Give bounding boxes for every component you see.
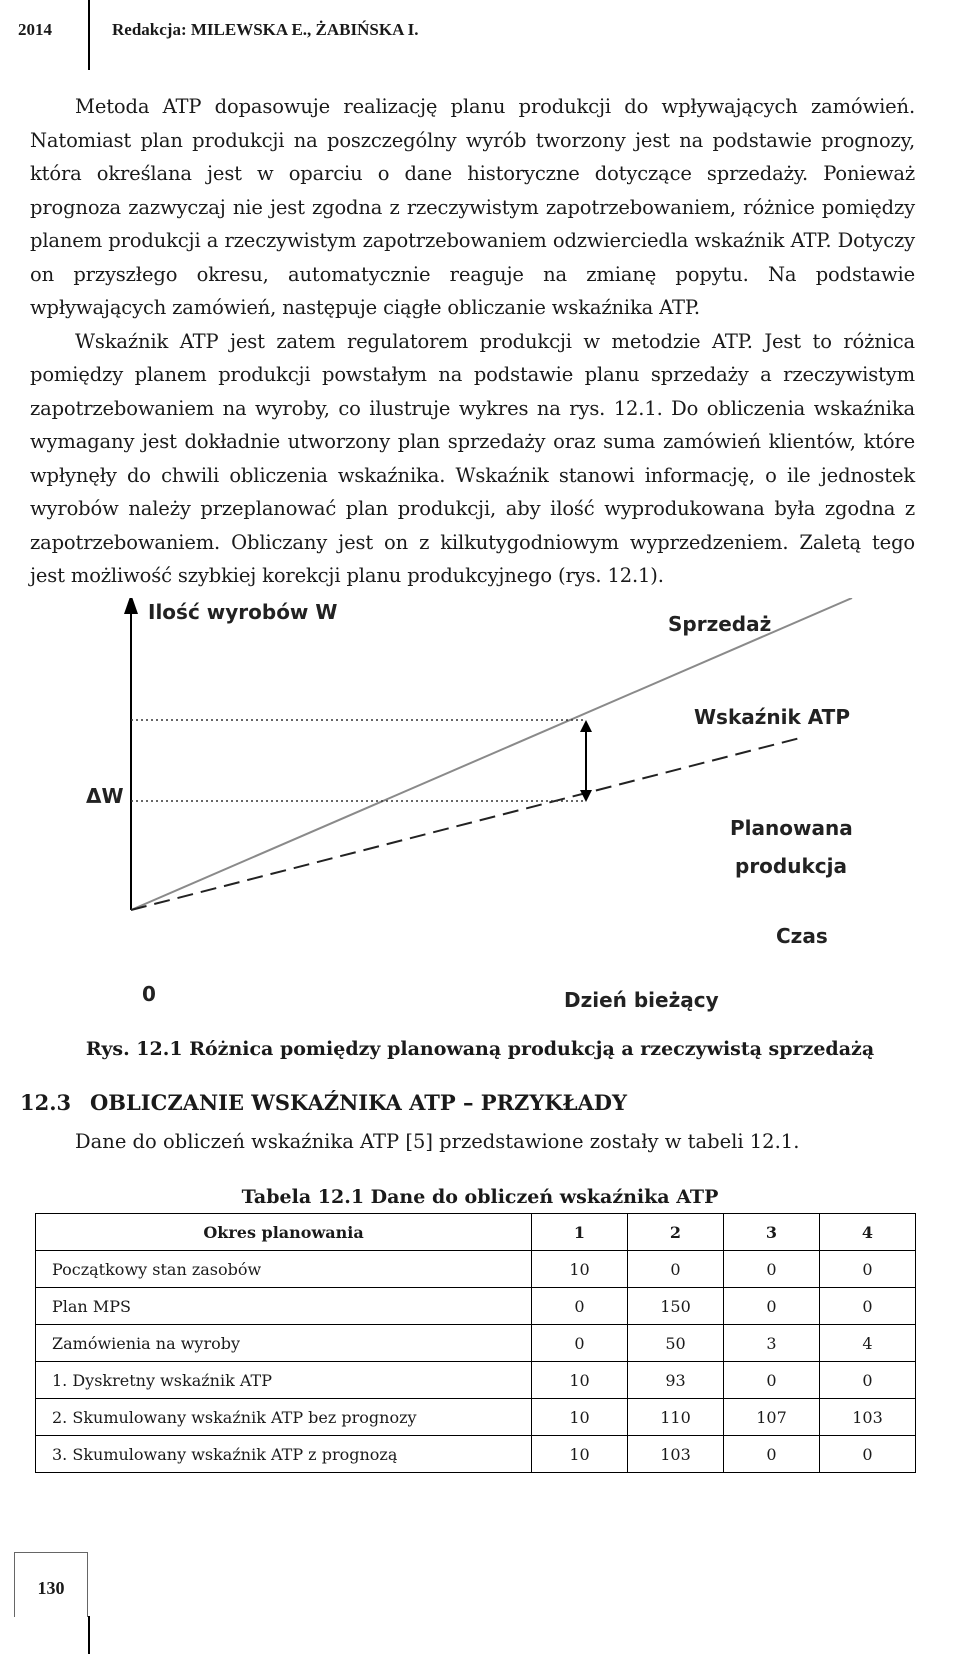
section-title: OBLICZANIE WSKAŹNIKA ATP – PRZYKŁADY (90, 1090, 628, 1115)
section-number: 12.3 (20, 1090, 72, 1115)
figure-atp-diagram (0, 598, 960, 1038)
header-divider (88, 0, 90, 70)
table-header-cell: 4 (820, 1214, 916, 1251)
table-cell: 10 (532, 1436, 628, 1473)
table-cell: 0 (532, 1288, 628, 1325)
table-cell: 2. Skumulowany wskaźnik ATP bez prognozy (36, 1399, 532, 1436)
atp-data-table (35, 1213, 916, 1473)
table-row (36, 1325, 916, 1362)
table-cell: 93 (628, 1362, 724, 1399)
table-cell: 0 (820, 1288, 916, 1325)
atp-label: Wskaźnik ATP (694, 705, 850, 729)
page-number: 130 (14, 1552, 88, 1617)
table-cell: 103 (628, 1436, 724, 1473)
table-header-cell: Okres planowania (36, 1214, 532, 1251)
table-cell: 50 (628, 1325, 724, 1362)
body-text (30, 90, 915, 593)
y-axis-label: Ilość wyrobów W (148, 600, 338, 624)
table-row (36, 1251, 916, 1288)
table-cell: 10 (532, 1399, 628, 1436)
table-cell: 0 (724, 1288, 820, 1325)
header-editors: Redakcja: MILEWSKA E., ŻABIŃSKA I. (112, 20, 419, 39)
table-cell: Początkowy stan zasobów (36, 1251, 532, 1288)
planned-label-line1: Planowana (730, 816, 853, 840)
table-cell: 10 (532, 1362, 628, 1399)
table-row (36, 1288, 916, 1325)
table-header-cell: 2 (628, 1214, 724, 1251)
header-year: 2014 (18, 20, 52, 39)
y-axis-arrowhead (124, 598, 138, 614)
origin-label: 0 (142, 982, 156, 1006)
page-header (0, 0, 960, 70)
footer-divider (88, 1616, 90, 1654)
table-cell: 0 (820, 1436, 916, 1473)
planned-label-line2: produkcja (735, 854, 847, 878)
table-cell: Plan MPS (36, 1288, 532, 1325)
table-cell: 0 (724, 1436, 820, 1473)
paragraph-2: Wskaźnik ATP jest zatem regulatorem produkcji w metodzie ATP. Jest to różnica pomiędzy planem produkcji powstałym na podstawie planu sprzedaży a rzeczywistym zapotrzebowaniem na wyroby, co ilustruje wykres na rys. 12.1. Do obliczenia wskaźnika wymagany jest dokładnie utworzony plan sprzedaży oraz suma zamówień klientów, które wpłynęły do chwili obliczenia wskaźnika. Wskaźnik stanowi informację, o ile jednostek wyrobów należy przeplanować plan produkcji, aby ilość wyprodukowana była zgodna z zapotrzebowaniem. Obliczany jest on z kilkutygodniowym wyprzedzeniem. Zaletą tego jest możliwość szybkiej korekcji planu produkcyjnego (rys. 12.1). (30, 329, 915, 587)
current-day-label: Dzień bieżący (564, 988, 719, 1012)
table-row (36, 1362, 916, 1399)
table-cell: 107 (724, 1399, 820, 1436)
delta-w-label: ΔW (86, 784, 124, 808)
table-cell: 0 (820, 1362, 916, 1399)
table-cell: 1. Dyskretny wskaźnik ATP (36, 1362, 532, 1399)
table-cell: Zamówienia na wyroby (36, 1325, 532, 1362)
table-cell: 0 (532, 1325, 628, 1362)
table-cell: 0 (628, 1251, 724, 1288)
section-intro: Dane do obliczeń wskaźnika ATP [5] przedstawione zostały w tabeli 12.1. (75, 1130, 800, 1153)
section-heading (20, 1090, 627, 1115)
table-cell: 0 (724, 1251, 820, 1288)
atp-arrowhead-bottom (580, 790, 592, 802)
table-header-cell: 1 (532, 1214, 628, 1251)
table-header-cell: 3 (724, 1214, 820, 1251)
table-row (36, 1436, 916, 1473)
table-cell: 0 (820, 1251, 916, 1288)
table-cell: 4 (820, 1325, 916, 1362)
table-cell: 3 (724, 1325, 820, 1362)
table-cell: 0 (724, 1362, 820, 1399)
paragraph-1: Metoda ATP dopasowuje realizację planu produkcji do wpływających zamówień. Natomiast plan produkcji na poszczególny wyrób tworzony jest na podstawie prognozy, która określana jest w oparciu o dane historyczne dotyczące sprzedaży. Ponieważ prognoza zazwyczaj nie jest zgodna z rzeczywistym zapotrzebowaniem, różnice pomiędzy planem produkcji a rzeczywistym zapotrzebowaniem odzwierciedla wskaźnik ATP. Dotyczy on przyszłego okresu, automatycznie reaguje na zmianę popytu. Na podstawie wpływających zamówień, następuje ciągłe obliczanie wskaźnika ATP. (30, 95, 915, 319)
table-row (36, 1399, 916, 1436)
figure-caption: Rys. 12.1 Różnica pomiędzy planowaną produkcją a rzeczywistą sprzedażą (85, 1038, 875, 1060)
sales-label: Sprzedaż (668, 612, 772, 636)
planned-production-line (131, 738, 800, 910)
atp-arrowhead-top (580, 720, 592, 732)
time-axis-label: Czas (776, 924, 828, 948)
table-cell: 10 (532, 1251, 628, 1288)
table-cell: 110 (628, 1399, 724, 1436)
table-cell: 103 (820, 1399, 916, 1436)
table-cell: 3. Skumulowany wskaźnik ATP z prognozą (36, 1436, 532, 1473)
table-cell: 150 (628, 1288, 724, 1325)
table-caption: Tabela 12.1 Dane do obliczeń wskaźnika ATP (241, 1186, 719, 1208)
table-header-row (36, 1214, 916, 1251)
